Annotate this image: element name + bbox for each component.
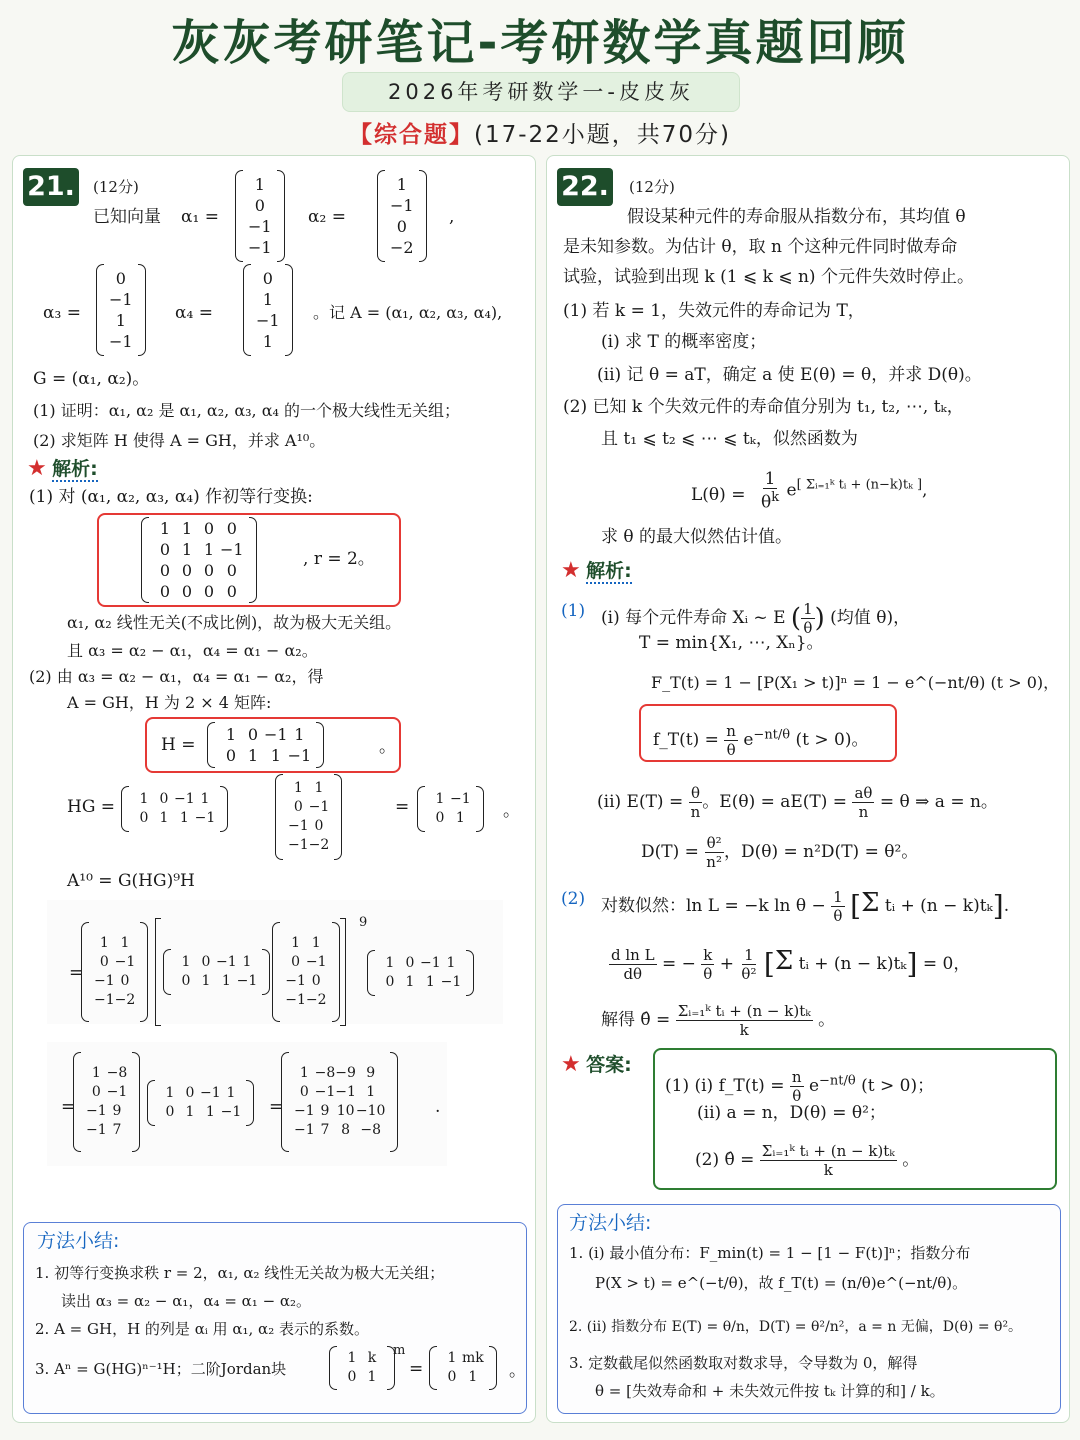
likelihood-exponent: [ Σᵢ₌₁ᵏ tᵢ + (n−k)tₖ ] [796,477,923,493]
alpha3-label: α₃ = [43,303,81,323]
matrix-entry: 0 [262,269,273,288]
sol-1-e-c: = θ ⇒ a = n。 [879,792,998,812]
summary-title: 方法小结: [569,1212,652,1234]
matrix-entry: 1 [385,955,395,971]
jordan-result [429,1346,497,1390]
matrix-entry: −1 [236,973,258,989]
matrix-entry: −1 [308,799,330,815]
matrix-entry: 10 [336,1103,355,1119]
HG-power-bracket [155,918,346,1026]
matrix-entry: −1 [106,1084,128,1100]
matrix-entry: −1 [94,992,115,1008]
matrix-entry: 1 [200,791,210,807]
analysis-header [27,458,98,481]
part-1: (1) 证明：α₁, α₂ 是 α₁, α₂, α₃, α₄ 的一个极大线性无关组； [33,401,461,420]
matrix-entry: 0 [99,954,109,970]
sol1-line2: 且 α₃ = α₂ − α₁，α₄ = α₁ − α₂。 [67,641,318,660]
answer-1-tail: (t > 0)； [861,1076,935,1096]
sol1-line1: α₁, α₂ 线性无关(不成比例)，故为极大无关组。 [67,613,402,632]
matrix-entry: 0 [181,561,193,580]
matrix-entry: 0 [293,799,303,815]
period: 。 [509,1361,526,1381]
matrix-entry: −1 [264,725,288,744]
sol2-line1: (2) 由 α₃ = α₂ − α₁，α₄ = α₁ − α₂，得 [29,667,324,686]
matrix-entry: 1 [435,791,445,807]
matrix-entry: 1 [314,780,324,796]
matrix-entry: 1 [179,810,189,826]
matrix-entry: 1 [115,311,126,330]
matrix-entry: −1 [335,1084,356,1100]
alpha2-label: α₂ = [308,207,346,227]
part-1-i: (i) 求 T 的概率密度； [601,332,767,352]
matrix-entry: 9 [320,1103,330,1119]
matrix-entry: −1 [287,746,312,765]
sol-2-c: 解得 θ̂ = $\frac{\text{Σᵢ₌₁ᵏ tᵢ + (n − k)tₖ}}{k}$ 。 [601,1002,836,1039]
matrix-entry: k [367,1350,377,1366]
summary-line-5: θ = [失效寿命和 + 未失效元件按 tₖ 计算的和] / k。 [595,1382,945,1400]
matrix-entry: 1 [396,175,407,194]
alpha4-label: α₄ = [175,303,213,323]
matrix-entry: 1 [262,332,273,351]
sol-1-d-text: f_T(t) = [653,730,719,750]
H-matrix-2 [121,786,228,832]
analysis-header [561,560,632,583]
matrix-entry: −1 [216,954,237,970]
matrix-entry: 1 [181,540,193,559]
sol-1-f-b: ，D(θ) = n²D(T) = θ²。 [723,842,919,862]
equals: = [69,963,84,983]
section-bracket-label: 【综合题】 [348,122,474,148]
G-matrix [275,774,342,860]
matrix-entry: 0 [225,746,237,765]
likelihood-label: L(θ) = [691,485,746,505]
answer-header [561,1054,632,1077]
alpha1-vector [235,170,285,262]
matrix-entry: 0 [311,973,321,989]
summary-line-1: 1. (i) 最小值分布：F_min(t) = 1 − [1 − F(t)]ⁿ；指数分布 [569,1244,971,1262]
def-G: G = (α₁, α₂)。 [33,369,150,389]
matrix-entry: −1 [440,974,462,990]
A10-formula: A¹⁰ = G(HG)⁹H [67,871,195,891]
G-matrix-3 [81,922,148,1022]
matrix-entry: −2 [390,238,414,257]
given-prefix: 已知向量 [93,207,161,227]
sol-1-e-b: 。E(θ) = aE(T) = [702,792,848,812]
part-1-ii: (ii) 记 θ = aT，确定 a 使 E(θ) = θ，并求 D(θ)。 [597,365,982,385]
matrix-entry: 0 [201,954,211,970]
matrix-entry: 0 [203,561,215,580]
matrix-entry: 1 [205,1104,215,1120]
A10-matrix [281,1052,398,1152]
question-number-badge: 21. [23,168,79,206]
alpha1-label: α₁ = [181,207,219,227]
matrix-entry: 0 [435,810,445,826]
H-matrix-3 [163,949,270,995]
HG-matrix [417,786,484,832]
alpha2-vector [377,170,427,262]
matrix-entry: 0 [396,217,407,236]
sol2-line2: A = GH，H 为 2 × 4 矩阵: [67,693,272,712]
matrix-entry: 0 [159,791,169,807]
matrix-entry: 0 [159,540,171,559]
summary-title: 方法小结: [37,1230,120,1252]
sol-1-f: D(T) = $\frac{\text{θ²}}{\text{n²}}$ ，D(θ) = n²D(T) = θ²。 [641,834,919,871]
question-21-panel [12,155,536,1423]
matrix-entry: 1 [242,954,252,970]
summary-line-4: 3. 定数截尾似然函数取对数求导，令导数为 0，解得 [569,1354,918,1372]
matrix-entry: 1 [120,935,130,951]
matrix-entry: −1 [288,837,309,853]
matrix-entry: −1 [288,818,309,834]
star-icon: ★ [27,456,47,481]
stem-line-3: 试验，试验到出现 k (1 ⩽ k ⩽ n) 个元件失效时停止。 [563,267,974,287]
matrix-entry: −1 [294,1122,315,1138]
part-2: (2) 已知 k 个失效元件的寿命值分别为 t₁, t₂, ⋯, tₖ， [563,397,964,417]
sol-1-c: F_T(t) = 1 − [P(X₁ > t)]ⁿ = 1 − e^(−nt/θ) (t > 0)， [651,673,1060,692]
period: . [435,1097,441,1117]
matrix-entry: 0 [347,1369,357,1385]
matrix-entry: 0 [159,561,171,580]
matrix-entry: 1 [425,974,435,990]
power-nine: 9 [359,915,368,930]
matrix-entry: 0 [254,196,265,215]
summary-line-2: 读出 α₃ = α₂ − α₁，α₄ = α₁ − α₂。 [61,1292,312,1310]
sol-1-d-tail: (t > 0)。 [795,730,869,750]
alpha3-vector [96,264,146,356]
matrix-entry: −8 [360,1122,382,1138]
matrix-entry: −1 [314,1084,336,1100]
question-22-panel [546,155,1070,1423]
matrix-entry: 8 [341,1122,351,1138]
matrix-entry: 1 [405,974,415,990]
matrix-entry: 0 [203,582,215,601]
matrix-entry: 1 [99,935,109,951]
matrix-entry: 0 [447,1369,457,1385]
sol-1-b: T = min{X₁, ⋯, Xₙ}。 [639,633,824,653]
star-icon: ★ [561,558,581,583]
matrix-entry: 7 [320,1122,330,1138]
stem-line-1: 假设某种元件的寿命服从指数分布，其均值 θ [627,207,966,227]
answer-3-text: (2) θ̂ = [695,1150,755,1170]
rank-result: , r = 2。 [303,549,375,569]
matrix-entry: 1 [91,1065,101,1081]
answer-1: (1) (i) f_T(t) = $\frac{n}{\theta}$ $e^{-nt/\theta}$ (t > 0)； [665,1068,935,1105]
matrix-entry: 0 [120,973,130,989]
matrix-entry: −1 [194,810,216,826]
matrix-entry: 1 [159,519,171,538]
matrix-entry: −1 [305,954,327,970]
sol-1-f-a: D(T) = [641,842,699,862]
matrix-entry: −2 [114,992,136,1008]
sol-2-a: 对数似然：ln L = −k ln θ − $\frac{1}{\theta}$ [Σ tᵢ + (n − k)tₖ]. [601,888,1010,925]
matrix-entry: 0 [159,582,171,601]
matrix-entry: 1 [299,1065,309,1081]
matrix-entry: 1 [262,290,273,309]
sol-2-a-text: 对数似然：ln L = −k ln θ − [601,896,826,916]
jordan-block [329,1346,395,1390]
star-icon: ★ [561,1052,581,1077]
matrix-entry: 1 [181,954,191,970]
matrix-entry: −1 [114,954,136,970]
matrix-entry: 0 [385,974,395,990]
summary-line-3: 2. (ii) 指数分布 E(T) = θ/n，D(T) = θ²/n²，a = n 无偏，D(θ) = θ²。 [569,1319,1023,1335]
matrix-entry: 0 [226,582,237,601]
HG-label: HG = [67,797,116,817]
matrix-entry: −9 [335,1065,356,1081]
matrix-entry: 1 [294,725,305,744]
question-number-badge: 22. [557,168,613,206]
matrix-entry: −2 [305,992,327,1008]
equals: = [269,1097,284,1117]
sol-1-d: f_T(t) = $\frac{n}{\theta}$ $e^{-nt/\theta}$ (t > 0)。 [653,722,869,759]
matrix-entry: 9 [366,1065,376,1081]
matrix-entry: 1 [347,1350,357,1366]
matrix-entry: −1 [294,1103,315,1119]
answer-2: (ii) a = n，D(θ) = θ²； [697,1103,886,1123]
matrix-entry: 1 [201,973,211,989]
points-label: (12分) [629,178,675,196]
H-label: H = [161,735,196,755]
matrix-entry: −1 [248,217,272,236]
part-2-c: 求 θ 的最大似然估计值。 [601,527,793,547]
matrix-entry: 0 [165,1104,175,1120]
H-matrix-5 [147,1080,254,1126]
matrix-entry: 7 [112,1122,122,1138]
sol-1-a: (i) 每个元件寿命 Xᵢ ~ E ( $\frac{1}{\theta}$ ) (均值 θ)， [601,600,911,637]
matrix-entry: 1 [446,955,456,971]
matrix-entry: −1 [420,955,441,971]
H-matrix [207,722,324,768]
matrix-entry: 0 [203,519,215,538]
equals: = [409,1359,424,1379]
matrix-entry: −1 [86,1103,107,1119]
matrix-entry: 1 [165,1085,175,1101]
matrix-entry: 0 [185,1085,195,1101]
matrix-entry: 1 [226,1085,236,1101]
summary-line-4: 3. Aⁿ = G(HG)ⁿ⁻¹H；二阶Jordan块 [35,1360,287,1378]
matrix-entry: −1 [109,290,133,309]
equals: = [61,1097,76,1117]
matrix-entry: 1 [447,1350,457,1366]
comma: , [449,207,455,227]
matrix-entry: 1 [366,1084,376,1100]
matrix-entry: 0 [405,955,415,971]
matrix-entry: 1 [221,973,231,989]
summary-line-3: 2. A = GH，H 的列是 αᵢ 用 α₁, α₂ 表示的系数。 [35,1320,369,1338]
matrix-entry: 0 [247,725,259,744]
matrix-entry: 1 [468,1369,478,1385]
sol-2-c-text: 解得 [601,1010,635,1030]
matrix-entry: 0 [226,519,237,538]
matrix-entry: −1 [248,238,272,257]
sol-1-e: (ii) E(T) = $\frac{\theta}{n}$ 。E(θ) = aE(T) = $\frac{a\theta}{n}$ = θ ⇒ a = n。 [597,784,998,821]
matrix-entry: 0 [91,1084,101,1100]
answer-label: 答案: [586,1054,632,1076]
matrix-entry: −2 [308,837,330,853]
sol-2-b-tail: = 0， [922,954,971,974]
matrix-entry: 0 [181,973,191,989]
matrix-entry: 1 [254,175,265,194]
matrix-entry: 0 [299,1084,309,1100]
matrix-entry: 1 [311,935,321,951]
jordan-power: m [393,1343,406,1358]
period: 。 [379,737,396,757]
matrix-entry: −1 [285,992,306,1008]
row-echelon-matrix [141,517,257,603]
summary-line-1: 1. 初等行变换求秩 r = 2，α₁, α₂ 线性无关故为极大无关组； [35,1264,445,1282]
sol-2-label: (2) [561,889,586,909]
matrix-entry: 1 [291,935,301,951]
stem-line-2: 是未知参数。为估计 θ，取 n 个这种元件同时做寿命 [563,237,958,257]
H-matrix-4 [367,950,474,996]
sol1-intro: (1) 对 (α₁, α₂, α₃, α₄) 作初等行变换: [29,487,313,507]
sol-2-b: $\frac{\text{d ln L}}{d\theta}$ = − $\frac{k}{\theta}$ + $\frac{1}{\text{θ²}}$ [Σ tᵢ + (n − k)tₖ] = 0， [611,946,971,983]
points-label: (12分) [93,178,139,196]
equals: = [395,797,410,817]
matrix-entry: 0 [139,810,149,826]
matrix-entry: 1 [185,1104,195,1120]
subtitle: 2026年考研数学一-皮皮灰 [342,72,740,112]
matrix-entry: 0 [226,561,237,580]
matrix-entry: −1 [285,973,306,989]
sol-1-e-a: (ii) E(T) = [597,792,684,812]
period: 。 [503,801,520,821]
likelihood-fraction: $\frac{1}{\theta^k}$ e[ Σᵢ₌₁ᵏ tᵢ + (n−k)tₖ ], [761,469,928,513]
matrix-entry: −1 [86,1122,107,1138]
matrix-entry: 1 [203,540,215,559]
matrix-entry: 1 [139,791,149,807]
matrix-entry: −1 [450,791,471,807]
matrix-entry: −1 [200,1085,221,1101]
matrix-entry: mk [462,1350,484,1366]
analysis-label: 解析: [52,458,98,480]
G-matrix-4 [272,922,339,1022]
matrix-entry: −1 [174,791,195,807]
matrix-entry: −1 [109,332,133,351]
matrix-entry: 0 [291,954,301,970]
GHG9-matrix [73,1052,140,1152]
matrix-entry: −1 [390,196,414,215]
alpha4-vector [243,264,293,356]
matrix-entry: 1 [159,810,169,826]
matrix-entry: 9 [112,1103,122,1119]
matrix-entry: 1 [247,746,259,765]
matrix-entry: 0 [181,582,193,601]
matrix-entry: 0 [314,818,324,834]
matrix-entry: 0 [115,269,126,288]
matrix-entry: 1 [225,725,237,744]
matrix-entry: 1 [455,810,465,826]
matrix-entry: −1 [94,973,115,989]
matrix-entry: −1 [220,1104,242,1120]
def-A: 。记 A = (α₁, α₂, α₃, α₄), [313,303,503,322]
matrix-entry: −8 [106,1065,128,1081]
answer-3: (2) θ̂ = $\frac{\text{Σᵢ₌₁ᵏ tᵢ + (n − k)tₖ}}{k}$ 。 [695,1142,920,1179]
sol-1-a-text: (i) 每个元件寿命 Xᵢ ~ E [601,608,786,628]
part-2: (2) 求矩阵 H 使得 A = GH，并求 A¹⁰。 [33,431,326,450]
matrix-entry: 1 [270,746,281,765]
matrix-entry: −10 [355,1103,386,1119]
matrix-entry: −8 [314,1065,336,1081]
sol-1-a-tail: (均值 θ)， [830,608,911,628]
matrix-entry: 1 [293,780,303,796]
part-1: (1) 若 k = 1，失效元件的寿命记为 T， [563,301,865,321]
matrix-entry: 1 [367,1369,377,1385]
section-heading [0,116,1080,149]
matrix-entry: 1 [181,519,193,538]
section-range: (17-22小题，共70分) [473,122,732,148]
rank-value: r = 2。 [313,549,375,569]
sol-1-label: (1) [561,601,586,621]
analysis-label: 解析: [586,560,632,582]
summary-line-2: P(X > t) = e^(−t/θ)，故 f_T(t) = (n/θ)e^(−nt/θ)。 [595,1274,968,1292]
part-2-b: 且 t₁ ⩽ t₂ ⩽ ⋯ ⩽ tₖ，似然函数为 [601,429,858,449]
matrix-entry: −1 [220,540,244,559]
answer-1-text: (1) (i) f_T(t) = [665,1076,785,1096]
page-title: 灰灰考研笔记-考研数学真题回顾 [171,15,909,71]
matrix-entry: −1 [256,311,280,330]
